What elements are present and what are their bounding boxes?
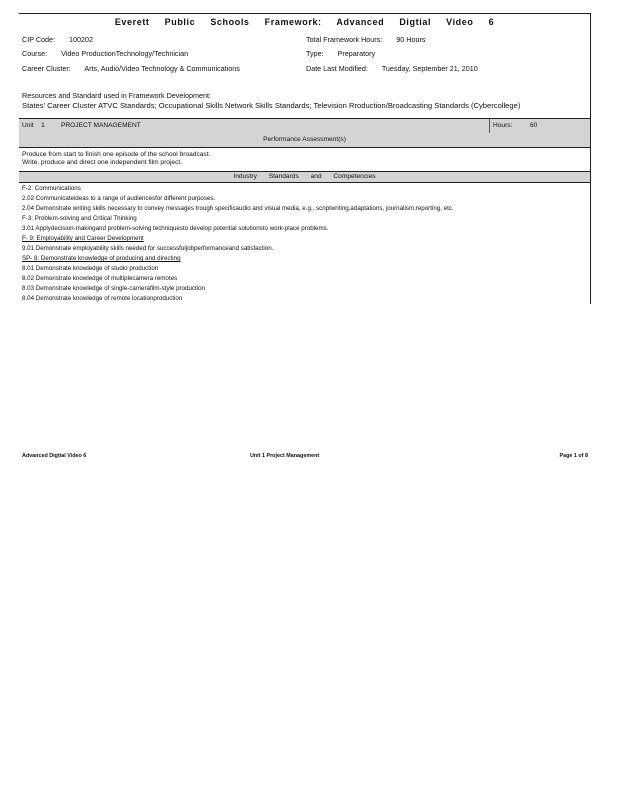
unit-bar (19, 118, 590, 148)
type-label: Type: (306, 49, 324, 58)
competency-item: 8.01 Demonstrate knowledge of studio production (22, 265, 159, 272)
unit-hours-value: 60 (530, 122, 538, 129)
date-modified-row (306, 64, 478, 73)
header-info (19, 29, 590, 110)
competency-item: F-2: Communications (22, 185, 81, 192)
career-cluster-value: Arts, Audio/Video Technology & Communications (84, 64, 240, 73)
competency-item: 8.03 Demonstrate knowledge of single-camerafilm-style production (22, 285, 205, 292)
date-modified-label: Date Last Modified: (306, 64, 368, 73)
cip-code-label: CIP Code: (22, 35, 56, 44)
unit-number (22, 122, 45, 129)
total-hours-label: Total Framework Hours: (306, 35, 383, 44)
assessment-item: Write, produce and direct one independent film project. (22, 159, 183, 166)
competency-item: 8.04 Demonstrate knowledge of remote locationproduction (22, 295, 183, 302)
date-modified-value: Tuesday, September 21, 2010 (381, 64, 478, 73)
type-value: Preparatory (337, 49, 376, 58)
unit-number-label: Unit (22, 122, 34, 129)
course-row (22, 49, 188, 58)
competency-item: 2.02 Communicateideas to a range of audiencesfor different purposes. (22, 195, 216, 202)
footer-page-number: Page 1 of 8 (559, 453, 588, 459)
total-hours-row (306, 35, 425, 44)
course-label: Course: (22, 49, 48, 58)
resources-label: Resources and Standard used in Framework Development: (22, 91, 211, 100)
career-cluster-label: Career Cluster: (22, 64, 71, 73)
assessment-list (19, 148, 590, 171)
unit-number-value: 1 (41, 122, 45, 129)
industry-standards-heading: Industry Standards and Competencies (19, 171, 590, 183)
cip-code-row (22, 35, 93, 44)
footer-unit: Unit 1 Project Management (250, 453, 320, 459)
unit-name: PROJECT MANAGEMENT (61, 122, 141, 129)
competency-item: F-3: Problem-solving and Critical Thinking (22, 215, 137, 222)
competency-heading: SP- 8: Demonstrate knowledge of producing and directing (22, 255, 181, 262)
page-title: Everett Public Schools Framework: Advanced Digtial Video 6 (114, 17, 495, 27)
type-row (306, 49, 375, 58)
career-cluster-row (22, 64, 240, 73)
framework-page (19, 13, 591, 304)
competency-item: 2.04 Demonstrate writing skills necessary to convey messages trough specificaudio and visual media, e.g., scriptwriting,adaptations, journalism,reporting, etc. (22, 205, 454, 212)
total-hours-value: 90 Hours (396, 35, 426, 44)
unit-hours-box (489, 119, 592, 133)
competency-item: 9.01 Demonstrate employability skills needed for successfuljobperformanceand satisfaction. (22, 245, 274, 252)
page-footer (22, 453, 588, 461)
footer-course: Advanced Digtial Video 6 (22, 453, 87, 459)
assessment-item: Produce from start to finish one episode of the school broadcast. (22, 151, 211, 158)
competency-item: 3.01 Applydecision-makingand problem-solving techniquesto develop potential solutionsto work-place problems. (22, 225, 329, 232)
unit-hours-label: Hours: (493, 122, 513, 129)
competency-heading: F- 9: Employability and Career Development (22, 235, 144, 242)
competency-item: 8.02 Demonstrate knowledge of multiplecamera remotes (22, 275, 178, 282)
course-value: Video ProductionTechnology/Technician (61, 49, 189, 58)
standards-text: States' Career Cluster ATVC Standards; Occupational Skills Network Skills Standards; Television Rroduction/Broadcasting Standards (Cybercollege) (22, 101, 521, 110)
competency-list (19, 183, 590, 304)
framework-frame (19, 13, 591, 304)
performance-heading: Performance Assessment(s) (263, 136, 346, 143)
cip-code-value: 100202 (69, 35, 94, 44)
